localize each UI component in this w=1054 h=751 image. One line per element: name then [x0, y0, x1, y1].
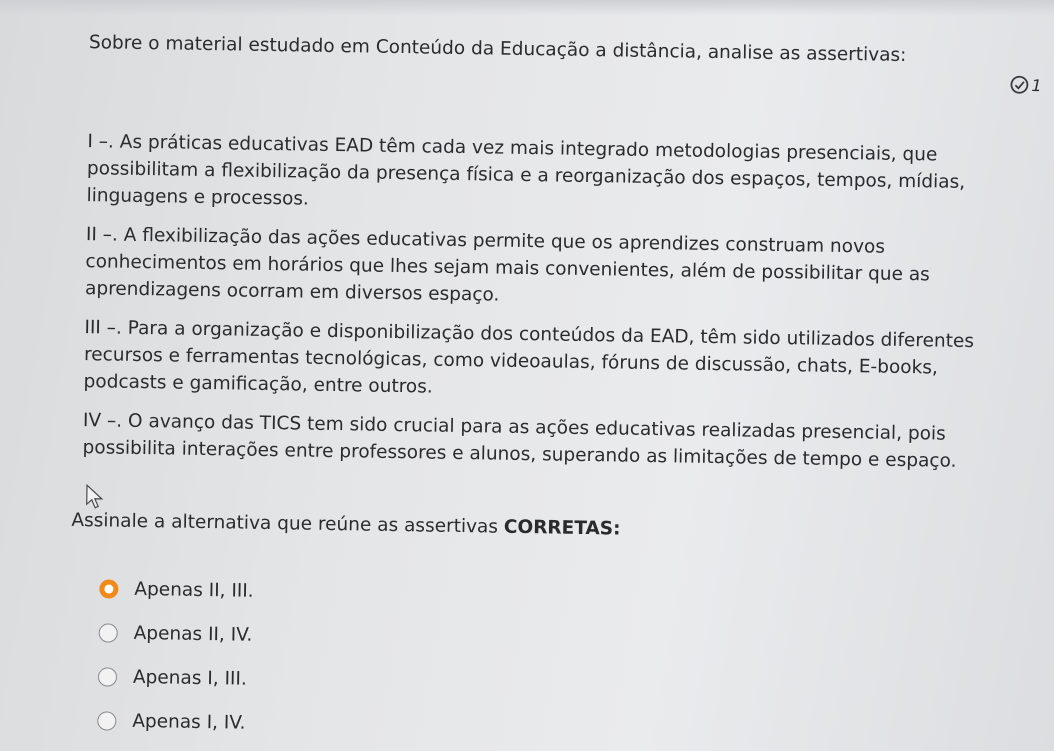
- option-2[interactable]: [98, 619, 253, 648]
- option-label: Apenas I, IV.: [132, 710, 246, 734]
- radio-button[interactable]: [98, 667, 117, 686]
- option-label: Apenas I, III.: [132, 666, 247, 690]
- radio-button[interactable]: [99, 623, 118, 642]
- option-1[interactable]: [99, 575, 254, 604]
- mouse-cursor-icon: [86, 484, 104, 514]
- question-prompt: Sobre o material estudado em Conteúdo da Educação a distância, analise as assertivas:: [88, 32, 907, 66]
- assertion-2: II –. A flexibilização das ações educativas permite que os aprendizes construam novos conhecimentos em horários que lhes sejam mais convenientes, além de possibilitar que as aprendizagens ocorram em diversos espaço.: [84, 224, 930, 306]
- answer-options: [97, 575, 254, 751]
- instruction-prefix: Assinale a alternativa que reúne as assertivas: [71, 509, 505, 538]
- option-4[interactable]: [97, 707, 252, 736]
- points-value: 1: [1031, 75, 1042, 95]
- check-circle-icon: [1009, 75, 1029, 95]
- assertion-4: IV –. O avanço das TICS tem sido crucial para as ações educativas realizadas presencial, pois possibilita interações entre professores e alunos, superando as limitações de tempo e espaço.: [82, 410, 957, 472]
- radio-button-selected[interactable]: [99, 579, 118, 598]
- radio-button[interactable]: [97, 711, 116, 730]
- option-3[interactable]: [98, 663, 253, 692]
- assertion-1: I –. As práticas educativas EAD têm cada vez mais integrado metodologias presenciais, que possibilitam a flexibilização da presença física e a reorganização dos espaços, tempos, mídias, linguagens e processos.: [86, 131, 966, 210]
- option-label: Apenas II, III.: [134, 578, 254, 602]
- instruction-text: [71, 510, 620, 540]
- option-label: Apenas II, IV.: [133, 622, 253, 646]
- points-indicator: [1009, 75, 1041, 96]
- assertions-list: [82, 128, 1017, 488]
- assertion-3: III –. Para a organização e disponibilização dos conteúdos da EAD, têm sido utilizados diferentes recursos e ferramentas tecnológicas, como videoaulas, fóruns de discussão, chats, E-books, podcasts e gamificação, entre outros.: [83, 317, 975, 398]
- instruction-emphasis: CORRETAS:: [503, 516, 621, 540]
